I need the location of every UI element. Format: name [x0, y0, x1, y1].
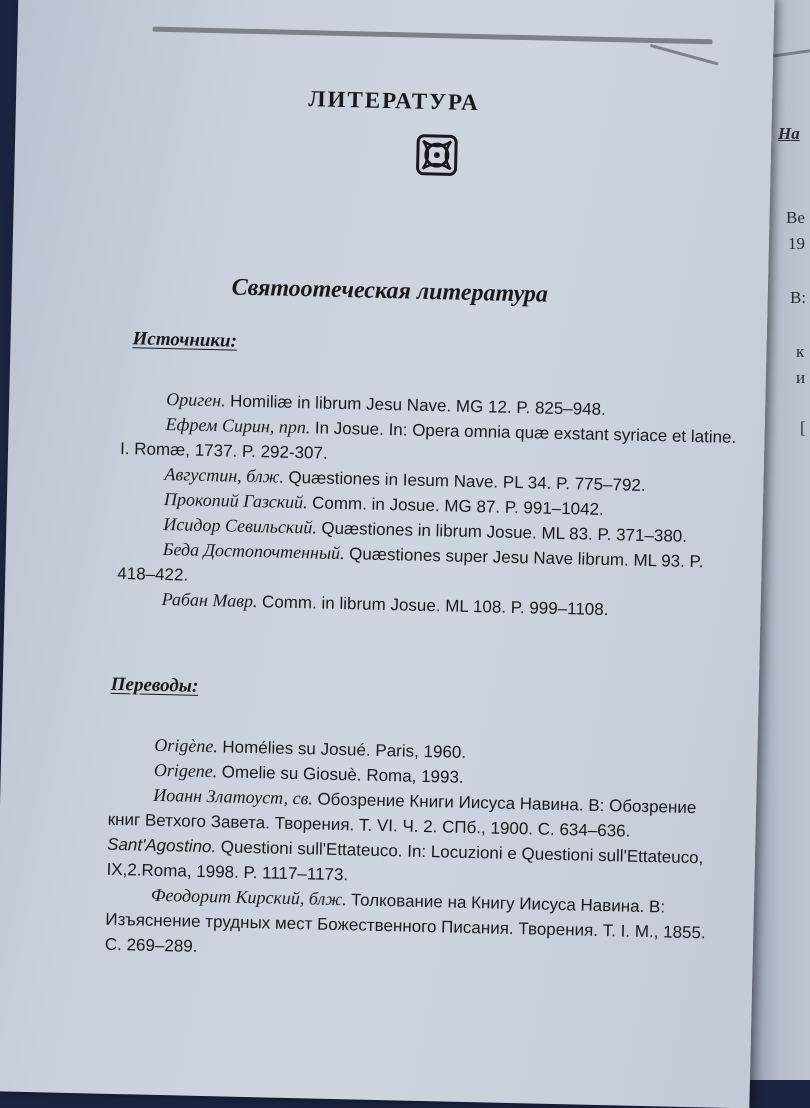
entry-reference: Толкование на Книгу Иисуса Навина. В: Изъяснение трудных мест Божественного Писания. Творения. Т. I. М., 1855. С. 269–289. — [104, 890, 706, 956]
adjacent-page-fragment: В: — [790, 288, 807, 307]
entry-author: Origène. — [154, 734, 219, 757]
entry-reference: Homélies su Josué. Paris, 1960. — [222, 737, 467, 762]
list-item — [105, 882, 727, 971]
entry-reference: Обозрение Книги Иисуса Навина. В: Обозрение книг Ветхого Завета. Творения. Т. VI. Ч. 2. СПб., 1900. С. 634–636. — [107, 789, 697, 841]
adjacent-page-fragment: 19 — [788, 234, 805, 253]
decorative-knot-icon — [414, 133, 459, 178]
entry-author: Ориген. — [166, 389, 226, 411]
entry-author: Sant'Agostino. — [106, 834, 217, 857]
entry-author: Августин, блж. — [164, 464, 285, 487]
entry-author: Origene. — [153, 759, 218, 782]
entry-reference: Quæstiones in Iesum Nave. PL 34. P. 775–792. — [288, 467, 646, 495]
entry-author: Рабан Мавр. — [161, 588, 258, 612]
translations-list — [105, 732, 730, 971]
entry-author: Исидор Севильский. — [163, 513, 318, 538]
entry-reference: In Josue. In: Opera omnia quæ exstant syriace et latine. I. Romæ, 1737. P. 292-307. — [119, 418, 737, 463]
entry-author: Иоанн Златоуст, св. — [153, 784, 314, 809]
sources-list — [116, 386, 737, 625]
entry-reference: Quæstiones super Jesu Nave librum. ML 93. P. 418–422. — [117, 544, 704, 585]
entry-author: Беда Достопочтенный. — [162, 538, 345, 564]
entry-reference: Quæstiones in librum Josue. ML 83. P. 371–380. — [321, 518, 688, 546]
adjacent-page-rule — [770, 45, 810, 58]
section-title: Святоотеческая литература — [231, 274, 549, 308]
entry-author: Прокопий Газский. — [163, 488, 308, 513]
header-rule — [153, 27, 713, 45]
list-item — [106, 782, 728, 896]
sources-heading: Источники: — [132, 328, 238, 352]
entry-reference: Comm. in Josue. MG 87. P. 991–1042. — [311, 493, 604, 519]
entry-reference: Questioni sull'Ettateuco. In: Locuzioni e Questioni sull'Ettateuco, IX,2.Roma, 1998. P. 1117–1173. — [106, 837, 704, 885]
entry-author: Феодорит Кирский, блж. — [150, 884, 347, 910]
adjacent-page-fragment: Ве — [786, 208, 805, 227]
entry-reference: Comm. in librum Josue. ML 108. P. 999–1108. — [261, 592, 609, 620]
translations-heading: Переводы: — [110, 673, 199, 697]
adjacent-page-fragment: и — [796, 368, 806, 387]
adjacent-page-fragment: На — [778, 124, 800, 143]
page-title: ЛИТЕРАТУРА — [308, 86, 481, 116]
adjacent-page-fragment: к — [796, 342, 805, 361]
entry-reference: Omelie su Giosuè. Roma, 1993. — [221, 762, 464, 787]
entry-author: Ефрем Сирин, прп. — [165, 414, 311, 438]
adjacent-page-fragment: [ — [800, 418, 806, 437]
entry-reference: Homiliæ in librum Jesu Nave. MG 12. P. 825–948. — [229, 391, 607, 419]
